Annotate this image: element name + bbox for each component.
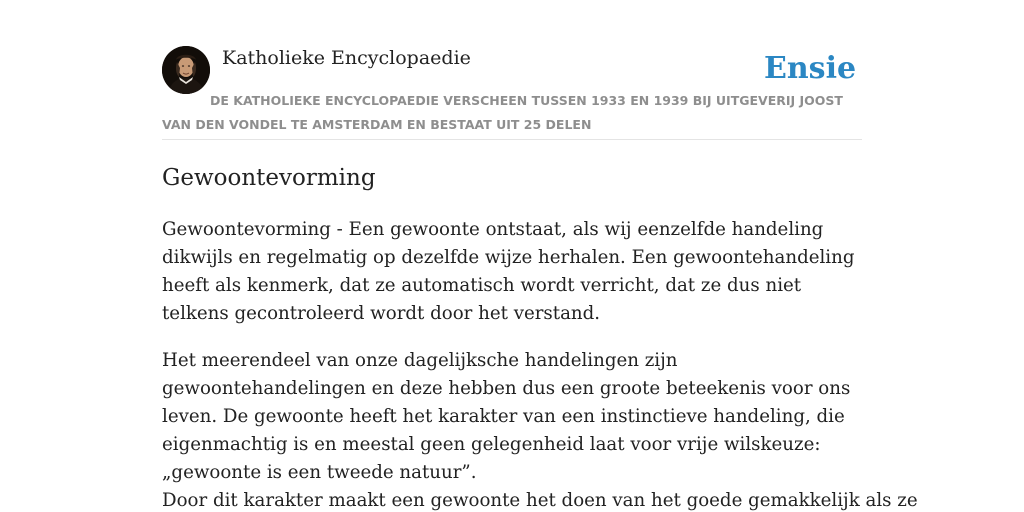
page-title: Gewoontevorming	[162, 165, 376, 191]
site-title[interactable]: Katholieke Encyclopaedie	[222, 47, 471, 69]
site-description: DE KATHOLIEKE ENCYCLOPAEDIE VERSCHEEN TUSSEN 1933 EN 1939 BIJ UITGEVERIJ JOOST VAN DEN VONDEL TE AMSTERDAM EN BESTAAT UIT 25 DELEN	[162, 93, 843, 132]
site-avatar[interactable]	[162, 46, 210, 94]
portrait-icon	[162, 46, 210, 94]
header-divider	[162, 139, 862, 140]
article-paragraph: Het meerendeel van onze dagelijksche handelingen zijn gewoontehandelingen en deze hebben dus een groote beteekenis voor ons leven. De gewoonte heeft het karakter van een instinctieve handeling, die eigenmachtig is en meestal geen gelegenheid laat voor vrije wilskeuze: „gewoonte is een tweede natuur”.	[162, 350, 851, 483]
article-paragraph: Gewoontevorming - Een gewoonte ontstaat, als wij eenzelfde handeling dikwijls en regelmatig op dezelfde wijze herhalen. Een gewoontehandeling heeft als kenmerk, dat ze automatisch wordt verricht, dat ze dus niet telkens gecontroleerd wordt door het verstand.	[162, 219, 855, 324]
brand-logo[interactable]: Ensie	[764, 51, 857, 86]
article-paragraph: Door dit karakter maakt een gewoonte het doen van het goede gemakkelijk als ze	[162, 490, 918, 511]
